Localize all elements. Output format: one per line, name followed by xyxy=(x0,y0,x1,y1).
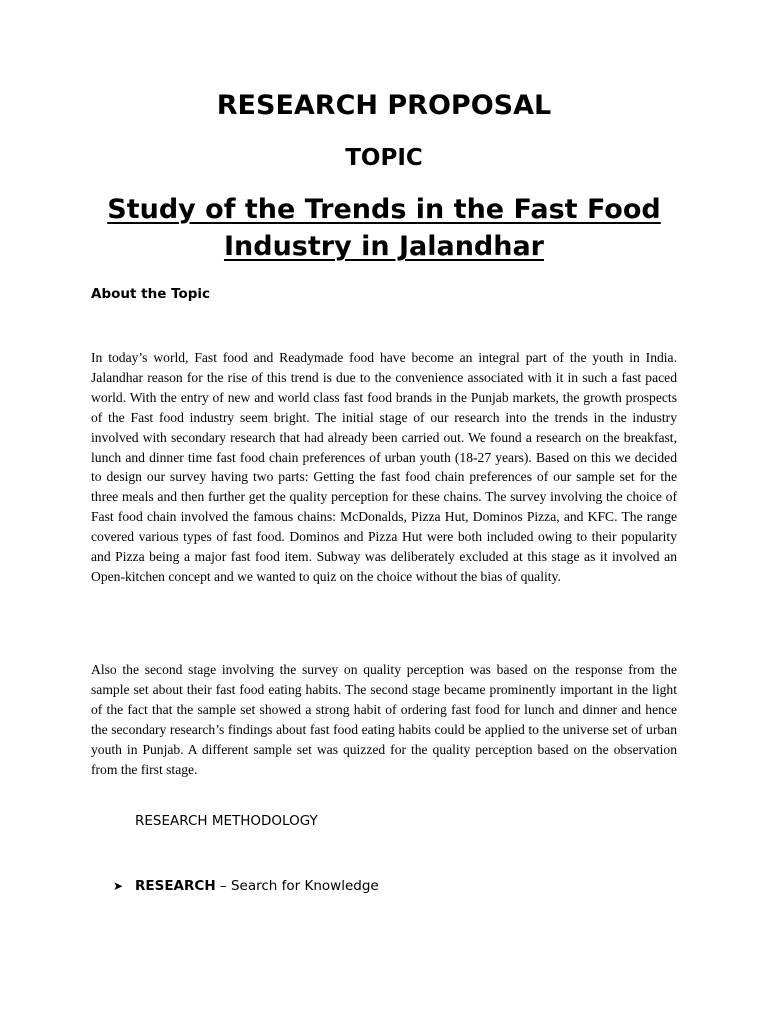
bullet-term: RESEARCH xyxy=(135,878,216,894)
body-paragraph: In today’s world, Fast food and Readymade food have become an integral part of the youth in India. Jalandhar reason for the rise of this trend is due to the convenience associated with it in such a fast paced world. With the entry of new and world class fast food brands in the Punjab markets, the growth prospects of the Fast food industry seem bright. The initial stage of our research into the trends in the industry involved with secondary research that had already been carried out. We found a research on the breakfast, lunch and dinner time fast food chain preferences of urban youth (18-27 years). Based on this we decided to design our survey having two parts: Getting the fast food chain preferences of our sample set for the three meals and then further get the quality perception for these chains. The survey involving the choice of Fast food chain involved the famous chains: McDonalds, Pizza Hut, Dominos Pizza, and KFC. The range covered various types of fast food. Dominos and Pizza Hut were both included owing to their popularity and Pizza being a major fast food item. Subway was deliberately excluded at this stage as it involved an Open-kitchen concept and we wanted to quiz on the choice without the bias of quality. xyxy=(91,350,677,584)
methodology-heading: RESEARCH METHODOLOGY xyxy=(135,813,318,829)
document-heading: RESEARCH PROPOSAL xyxy=(216,90,552,121)
bullet-list-item xyxy=(113,876,379,896)
proposal-title: Study of the Trends in the Fast Food Industry in Jalandhar xyxy=(107,194,661,262)
arrow-bullet-icon: ➤ xyxy=(113,879,124,893)
body-paragraph: Also the second stage involving the survey on quality perception was based on the response from the sample set about their fast food eating habits. The second stage became prominently important in the light of the fact that the sample set showed a strong habit of ordering fast food for lunch and dinner and hence the secondary research’s findings about fast food eating habits could be applied to the universe set of urban youth in Punjab. A different sample set was quizzed for the quality perception based on the observation from the first stage. xyxy=(91,662,677,777)
bullet-description: – Search for Knowledge xyxy=(215,878,379,894)
about-topic-heading: About the Topic xyxy=(91,286,211,302)
topic-label: TOPIC xyxy=(345,145,423,171)
